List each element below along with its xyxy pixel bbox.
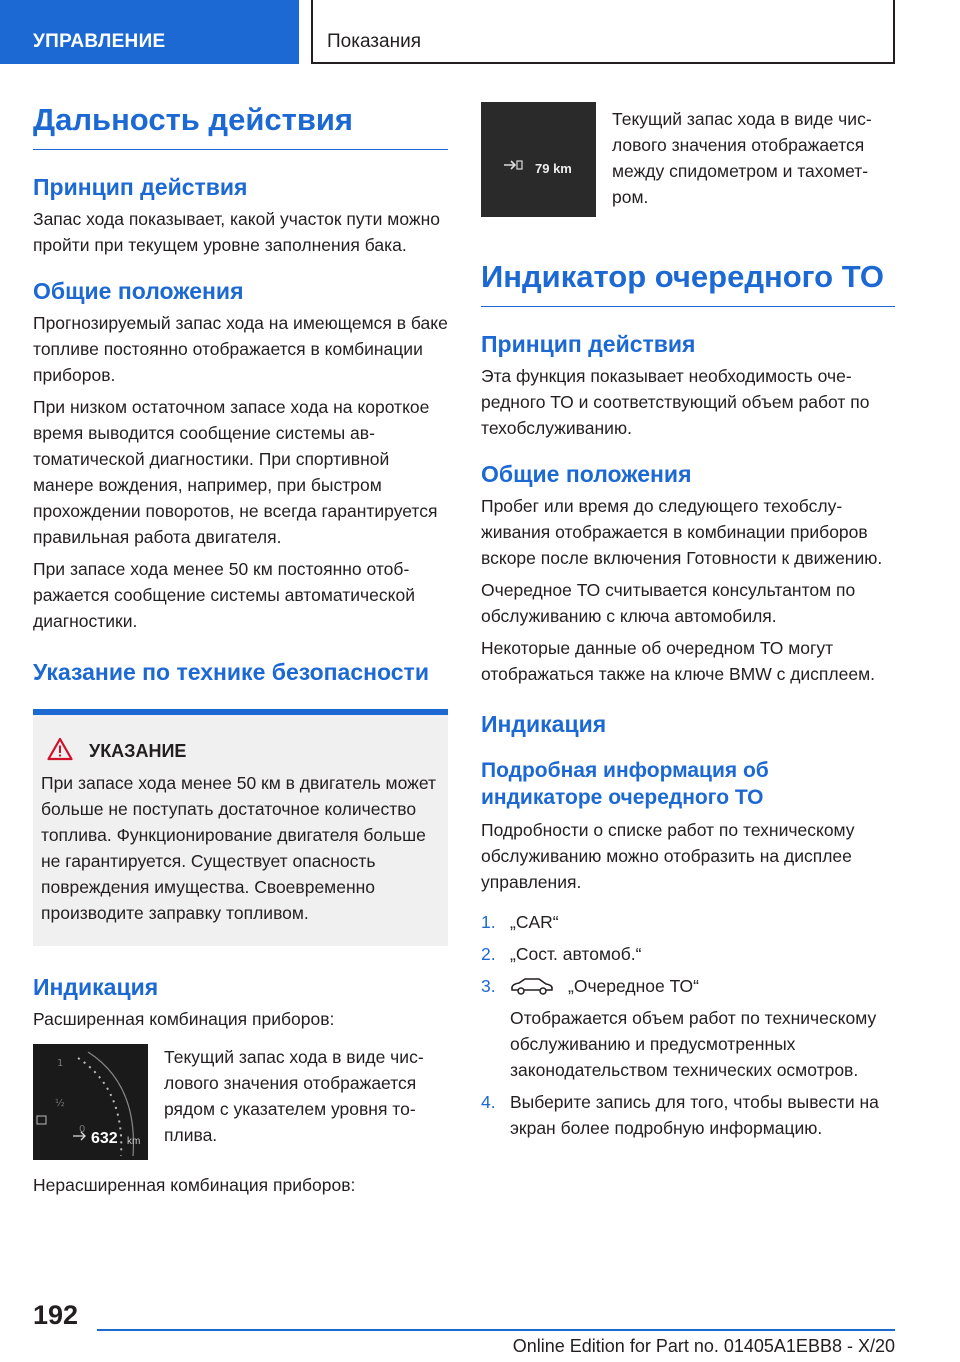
step-number: 2. — [481, 944, 496, 964]
right-column — [481, 100, 895, 1147]
step-text: „Очередное ТО“ — [568, 976, 699, 996]
extended-cluster-desc: Текущий запас хода в виде числового значения отображается рядом с указателем уровня топлива. — [164, 1047, 424, 1145]
cluster-range-value: 632 — [91, 1130, 118, 1147]
chapter-label: Показания — [327, 31, 421, 52]
general-text-1: Прогнозируемый запас хода на имеющемся в баке топливе постоянно отображается в комбинации приборов. — [33, 313, 448, 385]
range-title: Дальность действия — [33, 100, 448, 150]
section-label: УПРАВЛЕНИЕ — [33, 31, 166, 52]
service-details-heading: Подробная информация об индикаторе очередного ТО — [481, 759, 769, 809]
extended-cluster-row — [33, 1044, 448, 1160]
step-number: 3. — [481, 976, 496, 996]
steps-list — [481, 909, 895, 1141]
service-general-text-2: Очередное ТО считывается консультантом по обслуживанию с ключа автомобиля. — [481, 580, 856, 626]
page-number: 192 — [33, 1300, 79, 1330]
step-number: 1. — [481, 912, 496, 932]
warning-icon — [47, 737, 73, 766]
step-item — [481, 941, 895, 967]
basic-range-value: 79 km — [535, 161, 572, 176]
extended-cluster-label: Расширенная комбинация приборов: — [33, 1009, 335, 1029]
step-item — [481, 1089, 895, 1141]
service-general-text-1: Пробег или время до следующего техобслуживания отображается в комбинации приборов вскоре после включения Готовности к движению. — [481, 496, 883, 568]
general-text-2: При низком остаточном запасе хода на короткое время выводится сообщение системы автоматической диагностики. При спортивной манере вождения, например, при быстром прохождении поворотов, не всегда гарантируется правильная работа двигателя. — [33, 397, 438, 547]
service-general-heading: Общие положения — [481, 461, 692, 487]
service-details-text: Подробности о списке работ по техническому обслуживанию можно отобразить на дисплее управления. — [481, 820, 855, 892]
chapter-box — [311, 0, 895, 64]
warning-title: УКАЗАНИЕ — [89, 741, 187, 761]
principle-text: Запас хода показывает, какой участок пути можно пройти при текущем уровне заполнения бака. — [33, 209, 440, 255]
step-item — [481, 909, 895, 935]
footer-divider — [97, 1329, 895, 1331]
section-tab — [0, 0, 299, 64]
display-heading: Индикация — [33, 974, 159, 1000]
service-title: Индикатор очередного ТО — [481, 257, 895, 307]
general-text-3: При запасе хода менее 50 км постоянно отображается сообщение системы автоматической диагностики. — [33, 559, 415, 631]
basic-cluster-label: Нерасширенная комбинация приборов: — [33, 1175, 356, 1195]
step-number: 4. — [481, 1092, 496, 1112]
basic-cluster-desc: Текущий запас хода в виде числового значения отображается между спидометром и тахометром. — [612, 109, 872, 207]
step-text: Выберите запись для того, чтобы вывести на экран более подробную информацию. — [510, 1092, 879, 1138]
step-text: „Сост. автомоб.“ — [510, 944, 642, 964]
warning-box — [33, 709, 448, 946]
left-column — [33, 100, 448, 1198]
service-general-text-3: Некоторые данные об очередном ТО могут отображаться также на ключе BMW с дисплеем. — [481, 638, 875, 684]
warning-text: При запасе хода менее 50 км в двигатель может больше не поступать достаточное количество топлива. Функционирование двигателя больше не гарантируется. Существует опасность повреждения имущества. Своевременно производите заправку топливом. — [41, 773, 436, 923]
svg-text:1: 1 — [57, 1058, 64, 1069]
general-heading: Общие положения — [33, 278, 244, 304]
svg-text:0: 0 — [79, 1124, 86, 1135]
service-principle-text: Эта функция показывает необходимость очередного ТО и соответствующий объем работ по техобслуживанию. — [481, 366, 870, 438]
service-principle-heading: Принцип действия — [481, 331, 696, 357]
warning-header — [41, 737, 440, 766]
footer-edition: Online Edition for Part no. 01405A1EBB8 - X/20 — [512, 1336, 895, 1356]
safety-heading: Указание по технике безопасности — [33, 659, 429, 685]
step-note-text: Отображается объем работ по техническому обслуживанию и предусмотренных законодательством технических осмотров. — [510, 1008, 877, 1080]
service-display-heading: Индикация — [481, 711, 607, 737]
range-arrow-icon — [503, 158, 523, 176]
principle-heading: Принцип действия — [33, 174, 248, 200]
car-icon — [510, 976, 554, 996]
step-text: „CAR“ — [510, 912, 559, 932]
svg-text:½: ½ — [55, 1098, 65, 1109]
step-item — [481, 973, 895, 999]
step-note — [481, 1005, 895, 1083]
basic-cluster-row — [481, 102, 895, 217]
cluster-range-unit: km — [127, 1136, 141, 1147]
extended-cluster-image — [33, 1044, 148, 1160]
basic-cluster-image — [481, 102, 596, 217]
